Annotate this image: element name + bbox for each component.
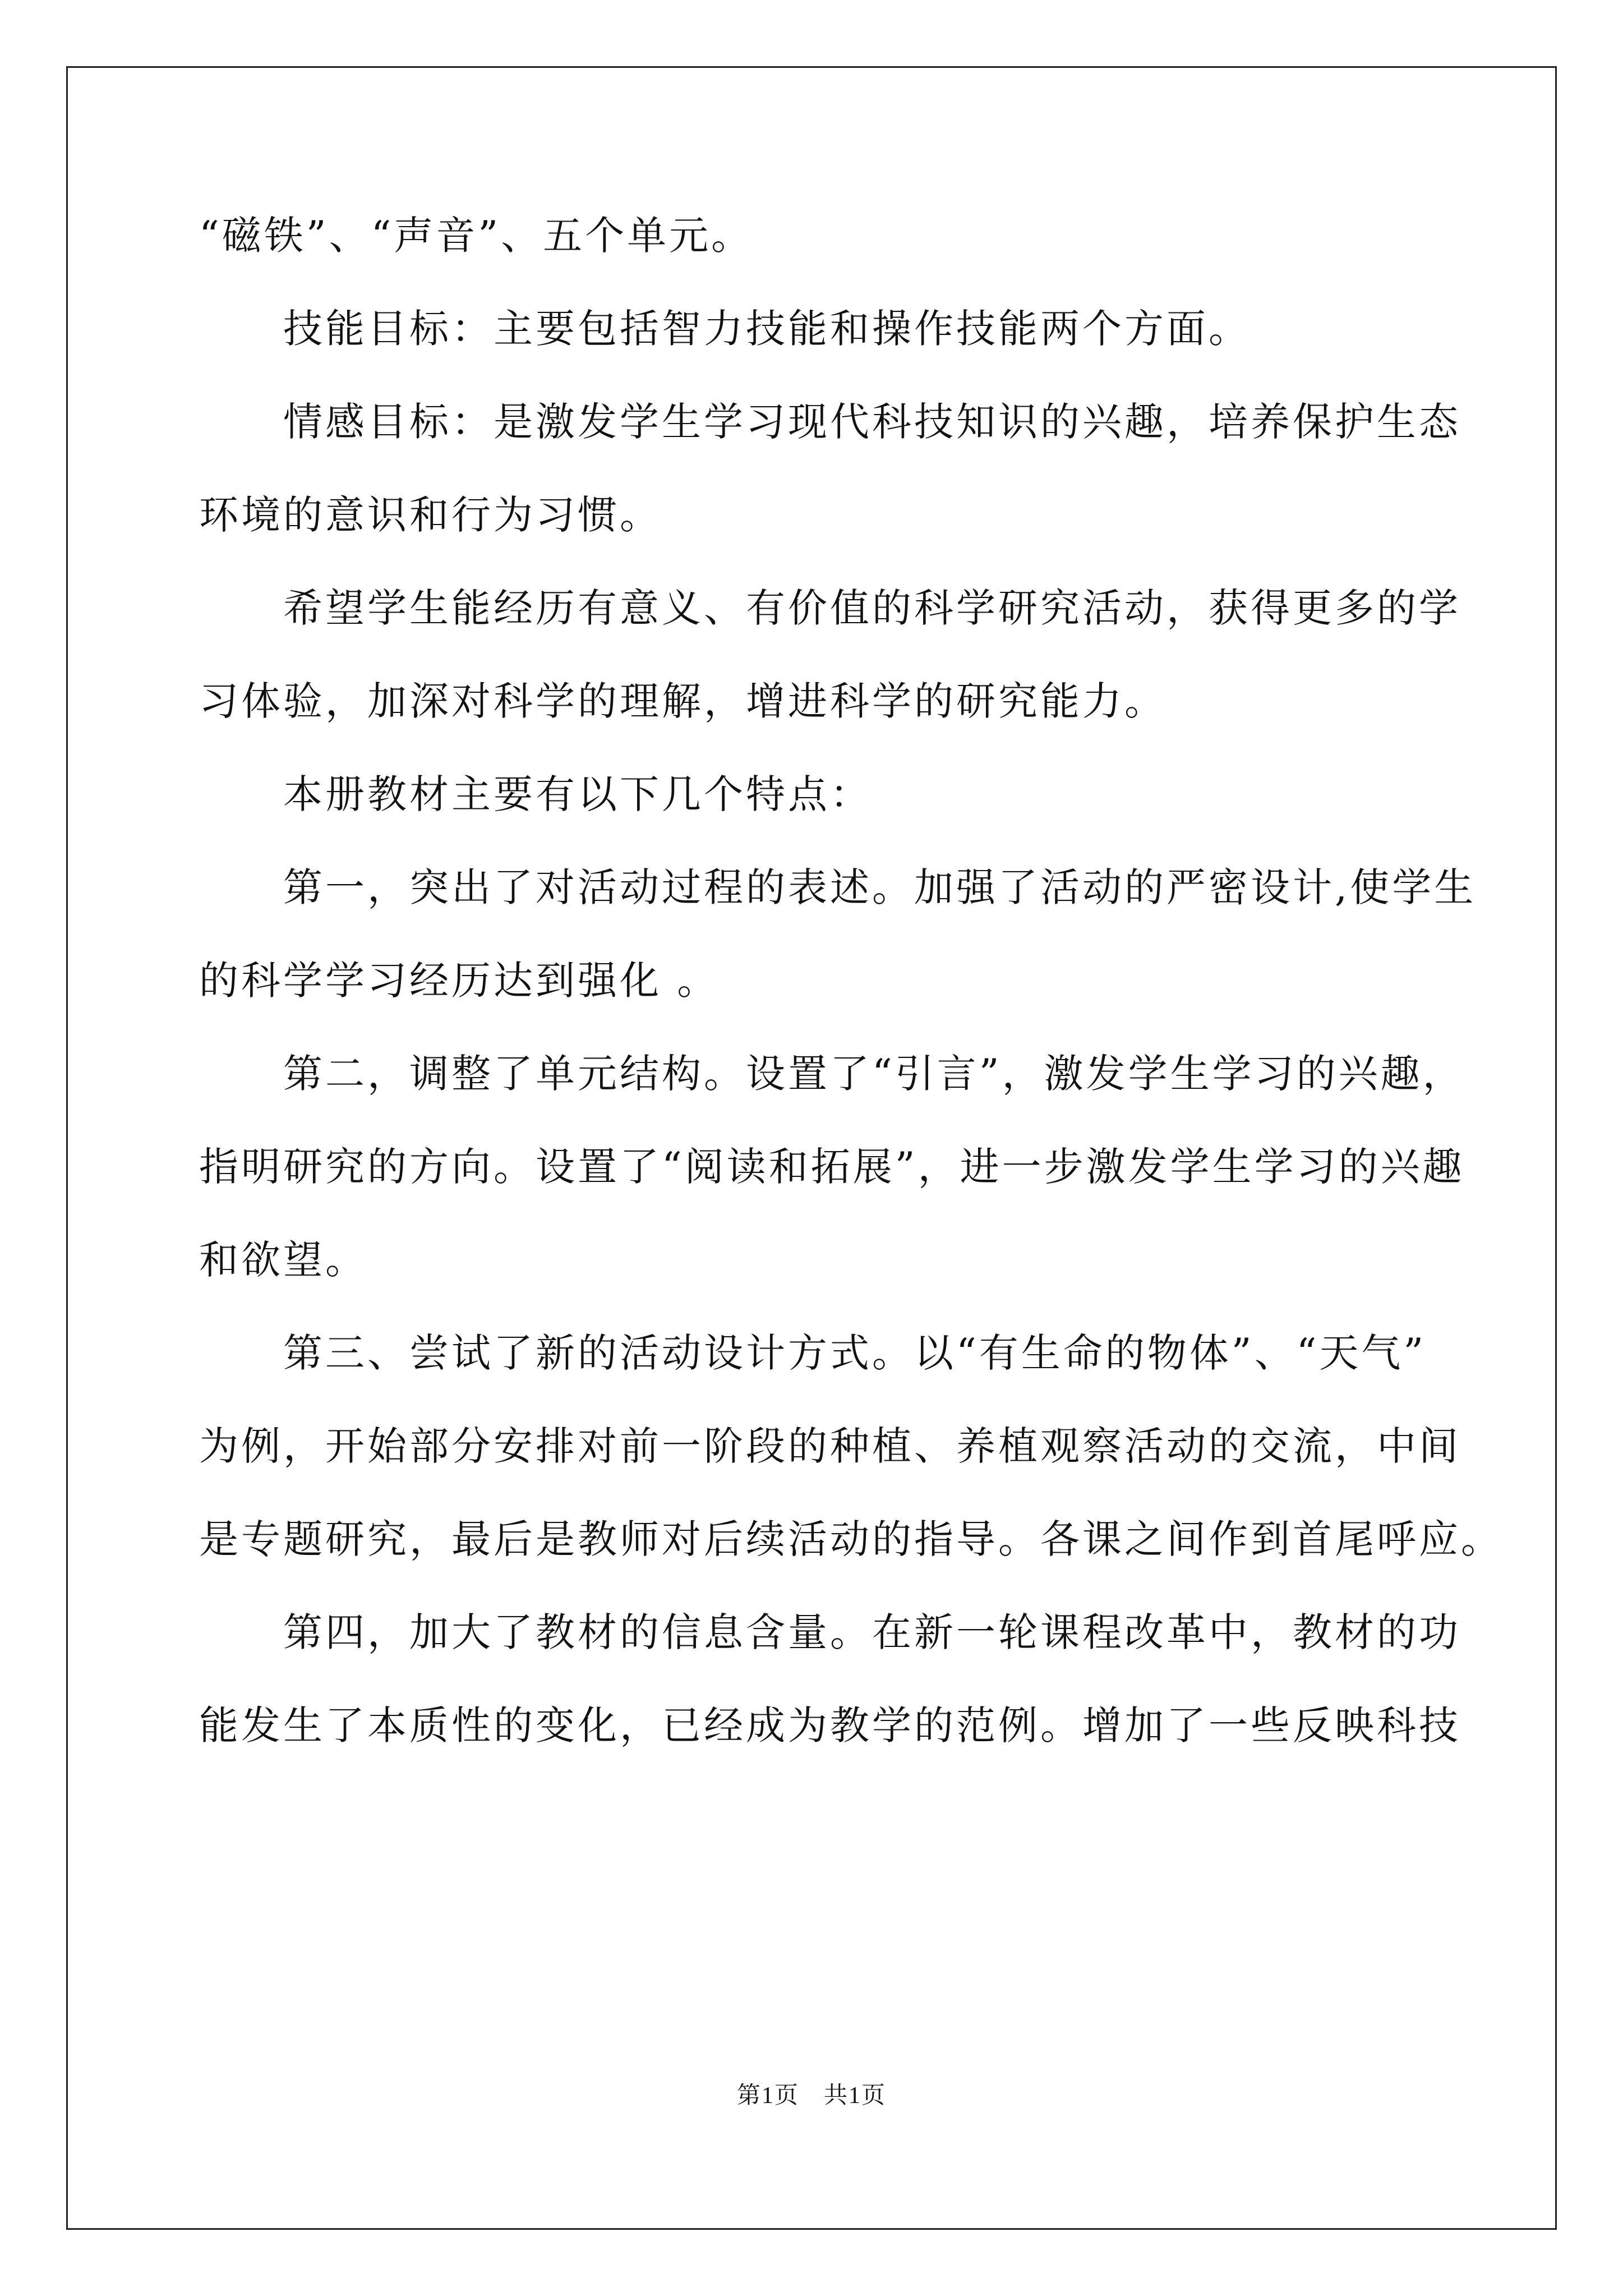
text-line: 能发生了本质性的变化，已经成为教学的范例。增加了一些反映科技 <box>199 1703 1461 1749</box>
text-line: 本册教材主要有以下几个特点： <box>283 771 872 817</box>
text-line: 指明研究的方向。设置了“阅读和拓展”，进一步激发学生学习的兴趣 <box>199 1144 1465 1190</box>
text-line: 技能目标：主要包括智力技能和操作技能两个方面。 <box>283 306 1251 352</box>
text-line: 为例，开始部分安排对前一阶段的种植、养植观察活动的交流，中间 <box>199 1423 1461 1469</box>
text-line: 第二，调整了单元结构。设置了“引言”，激发学生学习的兴趣， <box>283 1051 1465 1097</box>
text-line: “磁铁”、“声音”、五个单元。 <box>199 213 754 259</box>
text-line: 的科学学习经历达到强化 。 <box>199 958 720 1004</box>
text-line: 习体验，加深对科学的理解，增进科学的研究能力。 <box>199 678 1166 724</box>
text-line: 第三、尝试了新的活动设计方式。以“有生命的物体”、“天气” <box>283 1330 1427 1376</box>
page-number: 第1页 共1页 <box>736 2083 886 2109</box>
text-line: 第一，突出了对活动过程的表述。加强了活动的严密设计,使学生 <box>283 864 1477 910</box>
text-line: 第四，加大了教材的信息含量。在新一轮课程改革中，教材的功 <box>283 1609 1461 1655</box>
text-line: 希望学生能经历有意义、有价值的科学研究活动，获得更多的学 <box>283 585 1461 631</box>
text-line: 环境的意识和行为习惯。 <box>199 492 662 538</box>
text-line: 是专题研究，最后是教师对后续活动的指导。各课之间作到首尾呼应。 <box>199 1516 1503 1562</box>
text-line: 情感目标：是激发学生学习现代科技知识的兴趣，培养保护生态 <box>283 399 1461 445</box>
text-line: 和欲望。 <box>199 1237 367 1283</box>
